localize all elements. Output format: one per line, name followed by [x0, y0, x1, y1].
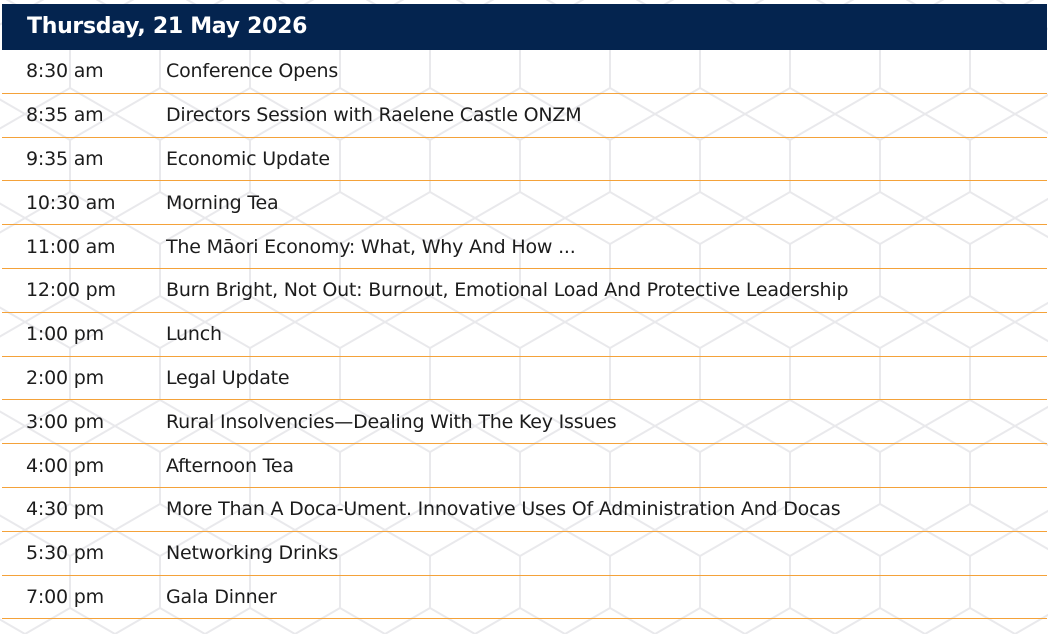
session-row: [2, 400, 1047, 444]
session-row: [2, 444, 1047, 488]
session-time: 3:00 pm: [26, 410, 104, 433]
session-row: [2, 50, 1047, 94]
session-time: 8:30 am: [26, 60, 104, 83]
session-row: [2, 225, 1047, 269]
session-row: [2, 94, 1047, 138]
session-title: Networking Drinks: [166, 542, 339, 565]
session-row: [2, 532, 1047, 576]
session-row: [2, 576, 1047, 620]
session-list: [2, 50, 1047, 619]
session-time: 11:00 am: [26, 235, 116, 258]
session-row: [2, 488, 1047, 532]
schedule-table: [2, 4, 1047, 619]
session-row: [2, 313, 1047, 357]
session-row: [2, 269, 1047, 313]
session-title: Morning Tea: [166, 191, 279, 214]
session-time: 4:30 pm: [26, 498, 104, 521]
session-time: 4:00 pm: [26, 454, 104, 477]
session-time: 7:00 pm: [26, 585, 104, 608]
session-title: Rural Insolvencies—Dealing With The Key Issues: [166, 410, 617, 433]
session-time: 9:35 am: [26, 147, 104, 170]
session-title: Legal Update: [166, 366, 290, 389]
session-title: Lunch: [166, 323, 222, 346]
session-time: 8:35 am: [26, 104, 104, 127]
session-row: [2, 138, 1047, 182]
session-time: 5:30 pm: [26, 542, 104, 565]
session-title: Conference Opens: [166, 60, 339, 83]
session-title: Gala Dinner: [166, 585, 277, 608]
session-title: Burn Bright, Not Out: Burnout, Emotional Load And Protective Leadership: [166, 279, 849, 302]
session-title: The Māori Economy: What, Why And How ...: [166, 235, 576, 258]
session-row: [2, 181, 1047, 225]
session-time: 12:00 pm: [26, 279, 116, 302]
session-time: 10:30 am: [26, 191, 116, 214]
session-title: Afternoon Tea: [166, 454, 294, 477]
session-title: Directors Session with Raelene Castle ONZM: [166, 104, 582, 127]
day-header: Thursday, 21 May 2026: [2, 4, 1047, 50]
session-row: [2, 357, 1047, 401]
session-title: Economic Update: [166, 147, 330, 170]
session-time: 2:00 pm: [26, 366, 104, 389]
session-time: 1:00 pm: [26, 323, 104, 346]
session-title: More Than A Doca-Ument. Innovative Uses Of Administration And Docas: [166, 498, 841, 521]
